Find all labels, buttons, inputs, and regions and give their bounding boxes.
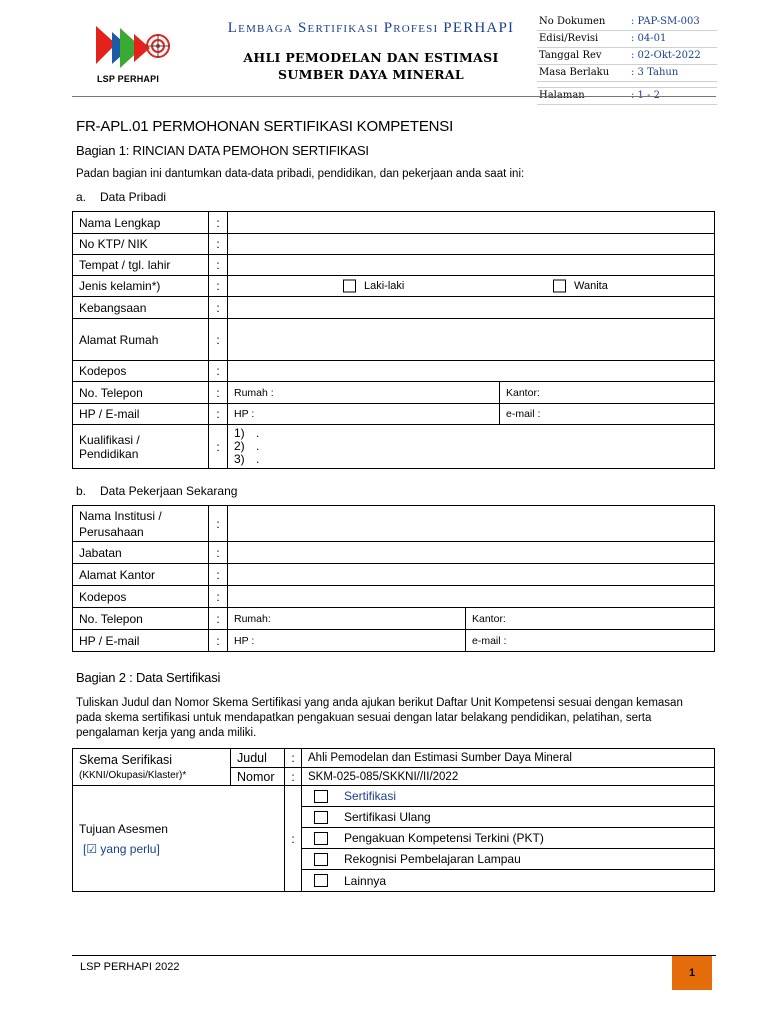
section-a-letter: a. <box>76 190 87 204</box>
office-postal-code-field[interactable] <box>228 586 715 608</box>
male-label: Laki-laki <box>364 279 405 292</box>
field-label: Jenis kelamin*) <box>73 276 209 297</box>
colon: : <box>209 586 228 608</box>
table-row <box>73 234 715 255</box>
full-name-field[interactable] <box>228 212 715 234</box>
qualification-number: 2) <box>234 439 245 453</box>
table-row <box>73 297 715 319</box>
colon: : <box>209 608 228 630</box>
footer-text: LSP PERHAPI 2022 <box>80 961 180 973</box>
field-label: HP / E-mail <box>73 404 209 425</box>
male-checkbox[interactable] <box>343 280 356 293</box>
field-label: Kodepos <box>73 361 209 382</box>
option-checkbox[interactable] <box>314 853 328 866</box>
gender-female-option[interactable] <box>553 280 608 293</box>
table-row <box>73 255 715 276</box>
gender-field <box>228 276 715 297</box>
scheme-number-value[interactable]: SKM-025-085/SKKNI//II/2022 <box>302 768 715 786</box>
option-sertifikasi[interactable] <box>302 786 714 807</box>
field-label: HP / E-mail <box>73 630 209 652</box>
option-label: Sertifikasi <box>344 789 397 803</box>
scheme-label: Skema Serifikasi <box>79 752 173 767</box>
scheme-label-cell <box>73 749 231 786</box>
table-row <box>73 608 715 630</box>
page-number-badge <box>672 956 712 990</box>
field-label: Jabatan <box>73 542 209 564</box>
meta-key: Edisi/Revisi <box>537 31 629 48</box>
colon: : <box>209 382 228 404</box>
number-label: Nomor <box>231 768 285 786</box>
table-row <box>73 630 715 652</box>
table-row <box>73 749 715 768</box>
colon: : <box>209 234 228 255</box>
meta-key: Halaman <box>537 88 629 105</box>
colon: : <box>209 361 228 382</box>
form-title: FR-APL.01 PERMOHONAN SERTIFIKASI KOMPETENSI <box>76 118 454 135</box>
ktp-nik-field[interactable] <box>228 234 715 255</box>
table-row <box>73 382 715 404</box>
qualification-dot: . <box>256 426 260 440</box>
assessment-purpose-label: Tujuan Asesmen <box>79 821 168 836</box>
institution-label-2: Perusahaan <box>79 524 144 539</box>
qualification-dot: . <box>256 439 260 453</box>
part2-intro-line: pada skema sertifikasi untuk mendapatkan pengakuan sesuai dengan latar belakang pendidikan, pelatihan, serta <box>76 712 652 724</box>
qualification-number: 3) <box>234 452 245 466</box>
scheme-title-line-1: AHLI PEMODELAN DAN ESTIMASI <box>243 50 499 65</box>
table-row <box>73 276 715 297</box>
meta-value: : 02-Okt-2022 <box>629 48 717 65</box>
work-email-field[interactable]: e-mail : <box>466 630 715 652</box>
part2-intro-line: pengalaman kerja yang anda miliki. <box>76 727 257 739</box>
section-b-letter: b. <box>76 484 87 498</box>
work-mobile-field[interactable]: HP : <box>228 630 466 652</box>
logo-text: LSP PERHAPI <box>96 74 160 84</box>
colon: : <box>209 506 228 542</box>
part2-intro <box>76 696 716 741</box>
assessment-options <box>302 786 715 892</box>
section-b-label: Data Pekerjaan Sekarang <box>100 484 238 498</box>
table-row <box>73 542 715 564</box>
meta-key: Tanggal Rev <box>537 48 629 65</box>
colon: : <box>285 786 302 892</box>
option-pkt[interactable] <box>302 828 714 849</box>
office-phone-field[interactable]: Kantor: <box>500 382 715 404</box>
colon: : <box>209 297 228 319</box>
part2-title: Bagian 2 : Data Sertifikasi <box>76 670 221 685</box>
assessment-purpose-note: [☑ yang perlu] <box>83 841 160 856</box>
table-row <box>73 786 715 892</box>
option-sertifikasi-ulang[interactable] <box>302 807 714 828</box>
table-row <box>73 404 715 425</box>
option-label: Sertifikasi Ulang <box>344 810 431 824</box>
colon: : <box>209 425 228 469</box>
meta-value: : PAP-SM-003 <box>629 14 717 31</box>
assessment-purpose-label-cell <box>73 786 285 892</box>
position-field[interactable] <box>228 542 715 564</box>
colon: : <box>209 319 228 361</box>
work-data-table <box>72 505 715 652</box>
postal-code-field[interactable] <box>228 361 715 382</box>
option-rpl[interactable] <box>302 849 714 870</box>
part2-intro-line: Tuliskan Judul dan Nomor Skema Sertifikasi yang anda ajukan berikut Daftar Unit Kompetensi sesuai dengan kemasan <box>76 697 683 709</box>
part1-title: Bagian 1: RINCIAN DATA PEMOHON SERTIFIKASI <box>76 143 369 158</box>
field-label: Kodepos <box>73 586 209 608</box>
table-row <box>73 361 715 382</box>
section-b-title <box>76 484 237 498</box>
colon: : <box>285 768 302 786</box>
female-checkbox[interactable] <box>553 280 566 293</box>
field-label <box>73 506 209 542</box>
table-row <box>73 506 715 542</box>
field-label: Tempat / tgl. lahir <box>73 255 209 276</box>
qualification-field[interactable] <box>228 425 715 469</box>
field-label: No. Telepon <box>73 382 209 404</box>
personal-data-table <box>72 211 715 469</box>
colon: : <box>209 404 228 425</box>
gender-male-option[interactable] <box>343 280 404 293</box>
colon: : <box>209 564 228 586</box>
field-label: No KTP/ NIK <box>73 234 209 255</box>
field-label: Alamat Rumah <box>73 319 209 361</box>
organization-name: Lembaga Sertifikasi Profesi PERHAPI <box>227 20 515 36</box>
qualification-dot: . <box>256 452 260 466</box>
female-label: Wanita <box>574 279 608 292</box>
table-row <box>73 586 715 608</box>
colon: : <box>209 630 228 652</box>
meta-value: : 04-01 <box>629 31 717 48</box>
field-label: Nama Lengkap <box>73 212 209 234</box>
option-checkbox[interactable] <box>314 832 328 845</box>
home-address-field[interactable] <box>228 319 715 361</box>
option-label: Rekognisi Pembelajaran Lampau <box>344 852 521 866</box>
table-row <box>73 564 715 586</box>
page-number: 1 <box>688 967 696 979</box>
section-a-title <box>76 190 166 204</box>
footer-divider <box>72 955 716 956</box>
home-phone-field[interactable]: Rumah : <box>228 382 500 404</box>
work-home-phone-field[interactable]: Rumah: <box>228 608 466 630</box>
colon: : <box>209 255 228 276</box>
institution-field[interactable] <box>228 506 715 542</box>
field-label: Kebangsaan <box>73 297 209 319</box>
title-label: Judul <box>231 749 285 768</box>
meta-value: : 3 Tahun <box>629 65 717 82</box>
colon: : <box>209 212 228 234</box>
scheme-sublabel: (KKNI/Okupasi/Klaster)* <box>79 769 187 781</box>
option-label: Lainnya <box>344 873 387 888</box>
option-lainnya[interactable] <box>302 870 714 891</box>
office-address-field[interactable] <box>228 564 715 586</box>
table-row <box>73 319 715 361</box>
colon: : <box>209 542 228 564</box>
colon: : <box>209 276 228 297</box>
scheme-title-line-2: SUMBER DAYA MINERAL <box>278 67 464 82</box>
option-checkbox[interactable] <box>314 811 328 824</box>
document-meta-table <box>537 14 717 105</box>
document-header <box>76 12 716 101</box>
scheme-title-value[interactable]: Ahli Pemodelan dan Estimasi Sumber Daya Mineral <box>302 749 715 768</box>
work-office-phone-field[interactable]: Kantor: <box>466 608 715 630</box>
table-row <box>73 212 715 234</box>
certification-table <box>72 748 715 892</box>
birth-place-date-field[interactable] <box>228 255 715 276</box>
meta-key: Masa Berlaku <box>537 65 629 82</box>
colon: : <box>285 749 302 768</box>
option-checkbox[interactable] <box>314 874 328 887</box>
option-checkbox[interactable] <box>314 790 328 803</box>
mobile-phone-field[interactable]: HP : <box>228 404 500 425</box>
part1-intro: Padan bagian ini dantumkan data-data pribadi, pendidikan, dan pekerjaan anda saat ini: <box>76 168 525 180</box>
field-label: Alamat Kantor <box>73 564 209 586</box>
meta-key: No Dokumen <box>537 14 629 31</box>
meta-value: : 1 - 2 <box>629 88 717 105</box>
table-row <box>73 425 715 469</box>
option-label: Pengakuan Kompetensi Terkini (PKT) <box>344 831 544 845</box>
section-a-label: Data Pribadi <box>100 190 167 204</box>
field-label: No. Telepon <box>73 608 209 630</box>
field-label: Kualifikasi / Pendidikan <box>73 425 209 469</box>
institution-label-1: Nama Institusi / <box>79 508 162 523</box>
email-field[interactable]: e-mail : <box>500 404 715 425</box>
nationality-field[interactable] <box>228 297 715 319</box>
header-divider <box>72 96 716 97</box>
qualification-number: 1) <box>234 426 245 440</box>
